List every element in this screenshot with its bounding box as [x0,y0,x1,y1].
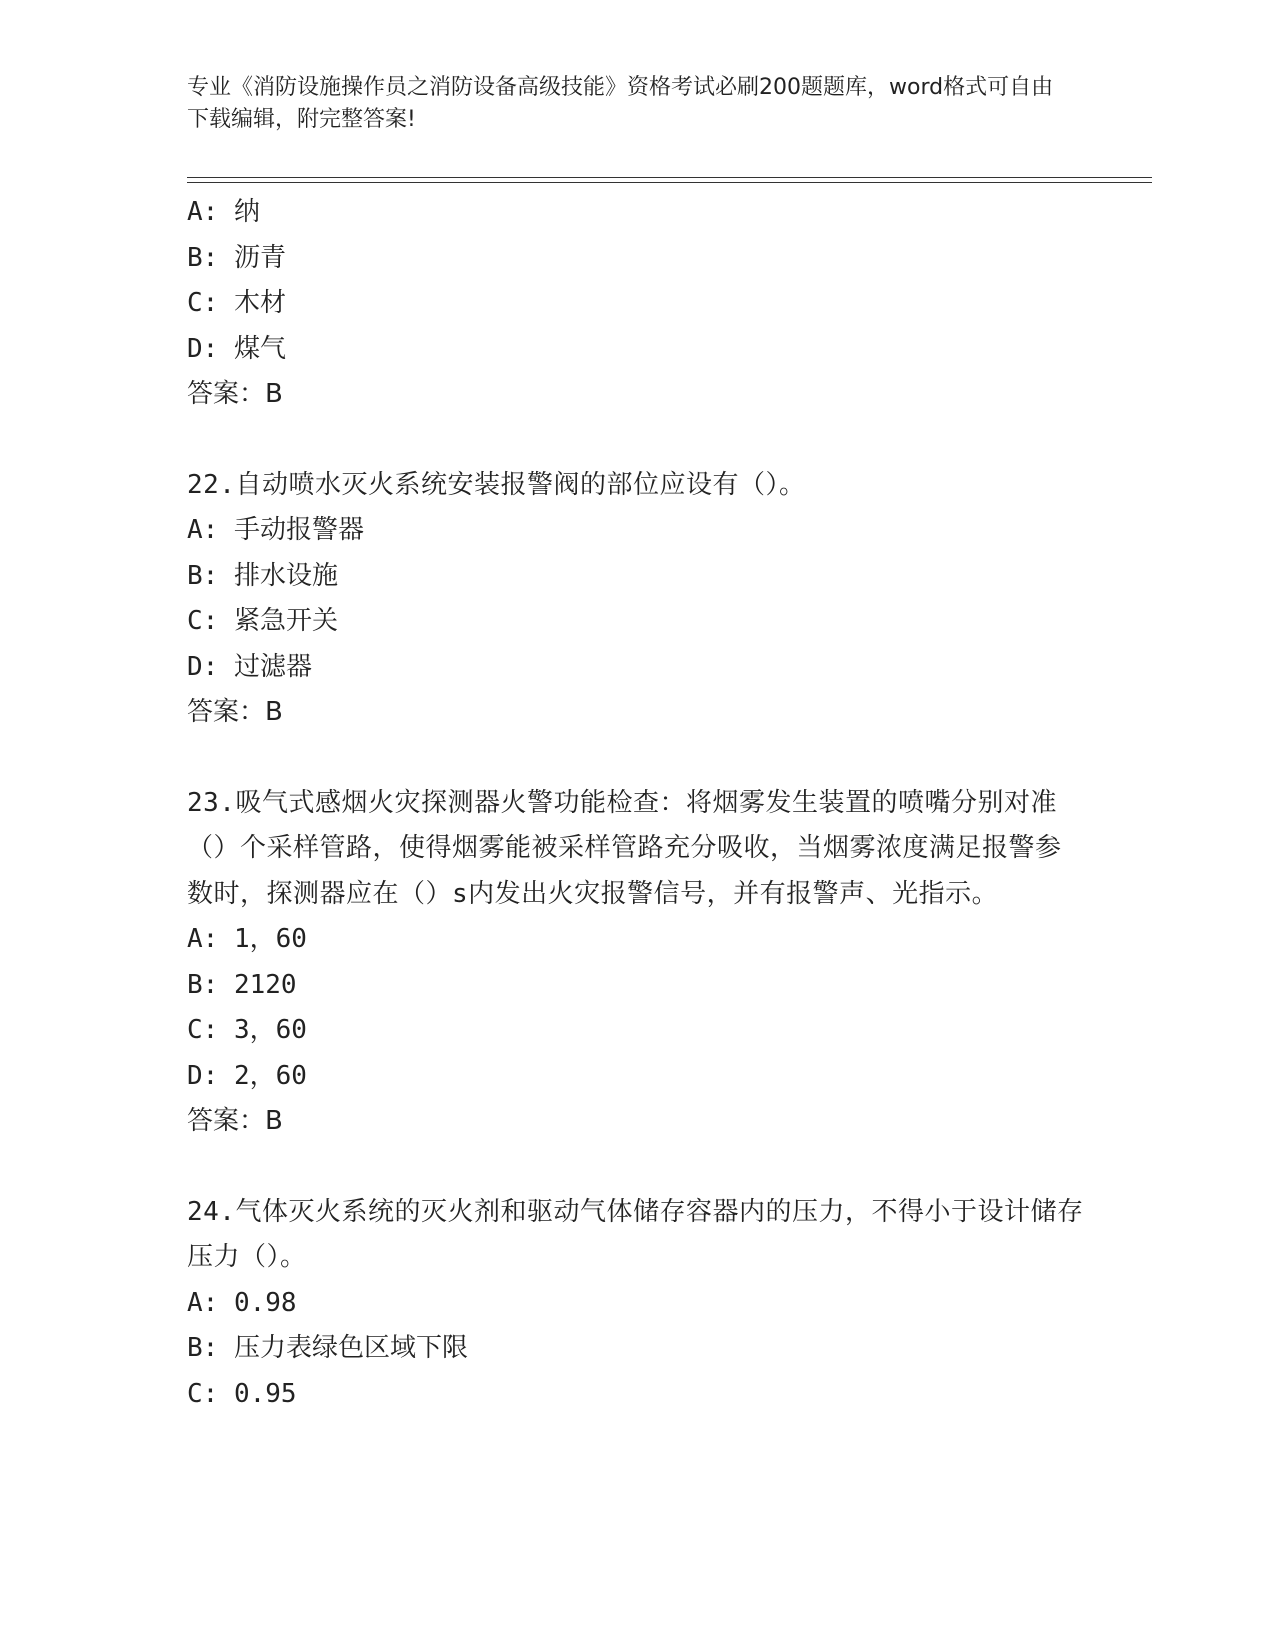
answer: 答案：B [187,1106,283,1136]
question-stem: 23.吸气式感烟火灾探测器火警功能检查：将烟雾发生装置的喷嘴分别对准（）个采样管路，使得烟雾能被采样管路充分吸收，当烟雾浓度满足报警参数时，探测器应在（）s内发出火灾报警信号，并有报警声、光指示。 [187,787,1062,909]
option-d: D: 2，60 [187,1060,307,1091]
question-stem: 24.气体灭火系统的灭火剂和驱动气体储存容器内的压力，不得小于设计储存压力（）。 [187,1196,1084,1272]
option-d: D: 过滤器 [187,651,312,682]
option-b: B: 2120 [187,969,297,1000]
question-21 [187,190,1087,418]
question-23 [187,781,1087,1145]
option-b: B: 沥青 [187,242,286,273]
question-22 [187,463,1087,736]
answer: 答案：B [187,379,283,409]
spacer [187,418,1087,463]
spacer [187,736,1087,781]
answer: 答案：B [187,697,283,727]
option-c: C: 3，60 [187,1015,307,1045]
question-stem: 22.自动喷水灭火系统安装报警阀的部位应设有（）。 [187,469,806,500]
header-divider-bottom [187,182,1152,183]
option-b: B: 排水设施 [187,560,338,591]
option-d: D: 煤气 [187,333,286,364]
header-divider-top [187,177,1152,178]
option-c: C: 0.95 [187,1378,297,1409]
option-a: A: 0.98 [187,1287,297,1318]
option-c: C: 木材 [187,288,286,318]
option-b: B: 压力表绿色区域下限 [187,1333,468,1363]
question-24 [187,1190,1087,1418]
option-a: A: 1，60 [187,924,307,954]
option-c: C: 紧急开关 [187,606,338,636]
spacer [187,1145,1087,1190]
question-list [187,190,1087,1417]
option-a: A: 手动报警器 [187,515,364,545]
document-header: 专业《消防设施操作员之消防设备高级技能》资格考试必刷200题题库，word格式可自由下载编辑，附完整答案! [187,75,1054,132]
option-a: A: 纳 [187,197,260,227]
